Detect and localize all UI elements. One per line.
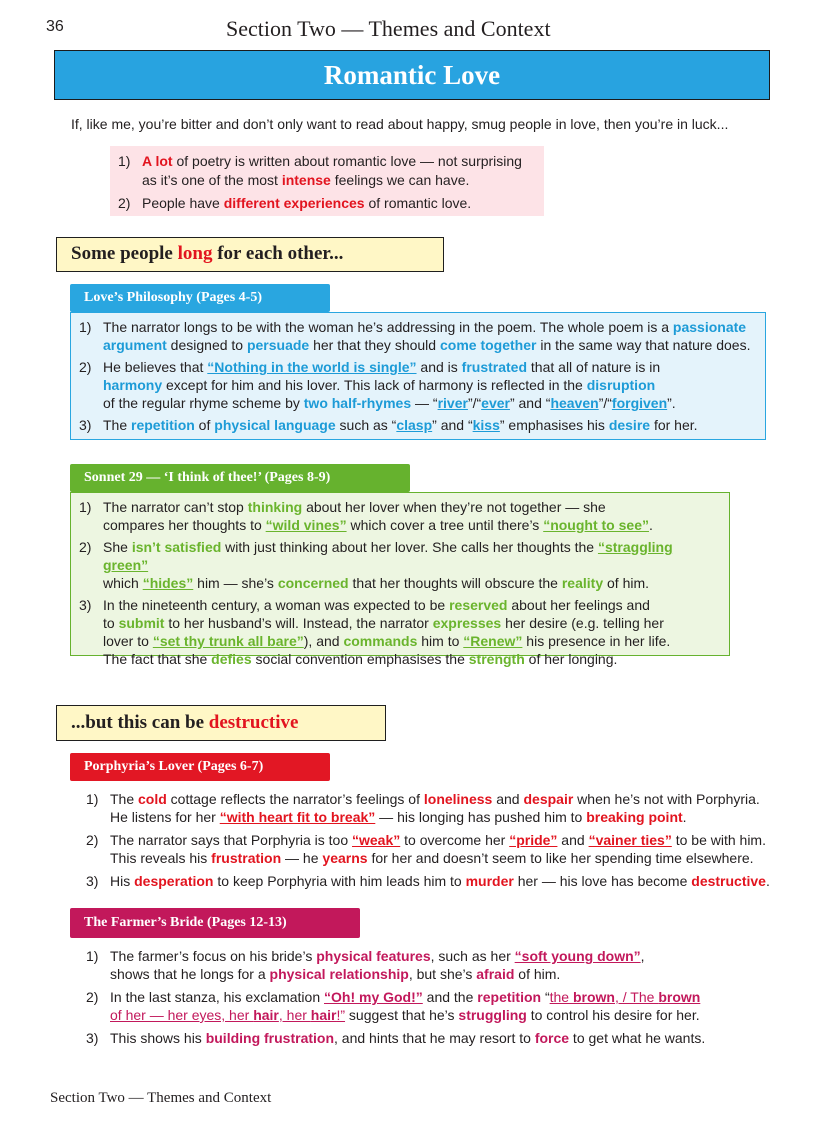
porphyria-list: [86, 790, 776, 895]
intro-text: If, like me, you’re bitter and don’t only want to read about happy, smug people in love, then you’re in luck...: [71, 116, 729, 132]
tab-loves-philosophy: Love’s Philosophy (Pages 4-5): [70, 284, 330, 312]
tab-porphyrias-lover: Porphyria’s Lover (Pages 6-7): [70, 753, 330, 781]
list-item: 3) This shows his building frustration, and hints that he may resort to force to get what he wants.: [86, 1030, 706, 1046]
section-header: Section Two — Themes and Context: [226, 16, 551, 41]
list-item: 2) People have different experiences of romantic love.: [118, 195, 472, 211]
list-item: 3) In the nineteenth century, a woman was expected to be reserved about her feelings and to submit to her husband’s will. Instead, the narrator expresses her desire (e.g. telling her lover to “set thy trunk all bare”), and commands him to “Renew” his presence in her life. The fact that she defies social convention emphasises the strength of her longing.: [79, 597, 671, 667]
list-item: 1) A lot of poetry is written about romantic love — not surprising as it’s one of the most intense feelings we can have.: [118, 153, 522, 188]
list-item: 1) The narrator longs to be with the woman he’s addressing in the poem. The whole poem is a passionate argument designed to persuade her that they should come together in the same way that nature does.: [79, 319, 751, 353]
tab-sonnet-29: Sonnet 29 — ‘I think of thee!’ (Pages 8-9): [70, 464, 410, 492]
list-item: 2) The narrator says that Porphyria is too “weak” to overcome her “pride” and “vainer ties” to be with him. This reveals his frustration — he yearns for her and doesn’t seem to like her spending time elsewhere.: [86, 832, 766, 866]
list-item: 3) His desperation to keep Porphyria with him leads him to murder her — his love has become destructive.: [86, 873, 770, 889]
section-heading-long: Some people long for each other...: [56, 237, 444, 272]
page-title: Romantic Love: [54, 50, 770, 100]
list-item: 2) In the last stanza, his exclamation “Oh! my God!” and the repetition “the brown, / The brown of her — her eyes, her hair, her hair!” suggest that he’s struggling to control his desire for her.: [86, 989, 701, 1023]
tab-farmers-bride: The Farmer’s Bride (Pages 12-13): [70, 908, 360, 938]
page-number: 36: [46, 18, 64, 35]
list-item: 2) She isn’t satisfied with just thinking about her lover. She calls her thoughts the “straggling green” which “hides” him — she’s concerned that her thoughts will obscure the reality of him.: [79, 539, 673, 591]
key-points-box: [110, 146, 544, 216]
farmers-bride-list: [86, 947, 776, 1052]
section-heading-destructive: ...but this can be destructive: [56, 705, 386, 741]
list-item: 1) The narrator can’t stop thinking about her lover when they’re not together — she compares her thoughts to “wild vines” which cover a tree until there’s “nought to see”.: [79, 499, 653, 533]
list-item: 3) The repetition of physical language such as “clasp” and “kiss” emphasises his desire for her.: [79, 417, 698, 433]
loves-philosophy-box: [70, 312, 766, 440]
list-item: 1) The farmer’s focus on his bride’s physical features, such as her “soft young down”, shows that he longs for a physical relationship, but she’s afraid of him.: [86, 948, 645, 982]
list-item: 1) The cold cottage reflects the narrator’s feelings of loneliness and despair when he’s not with Porphyria. He listens for her “with heart fit to break” — his longing has pushed him to breaking point.: [86, 791, 760, 825]
sonnet-29-box: [70, 492, 730, 667]
footer: Section Two — Themes and Context: [50, 1090, 272, 1106]
list-item: 2) He believes that “Nothing in the world is single” and is frustrated that all of nature is in harmony except for him and his lover. This lack of harmony is reflected in the disruption of the regular rhyme scheme by two half-rhymes — “river”/“ever” and “heaven”/“forgiven”.: [79, 359, 676, 411]
